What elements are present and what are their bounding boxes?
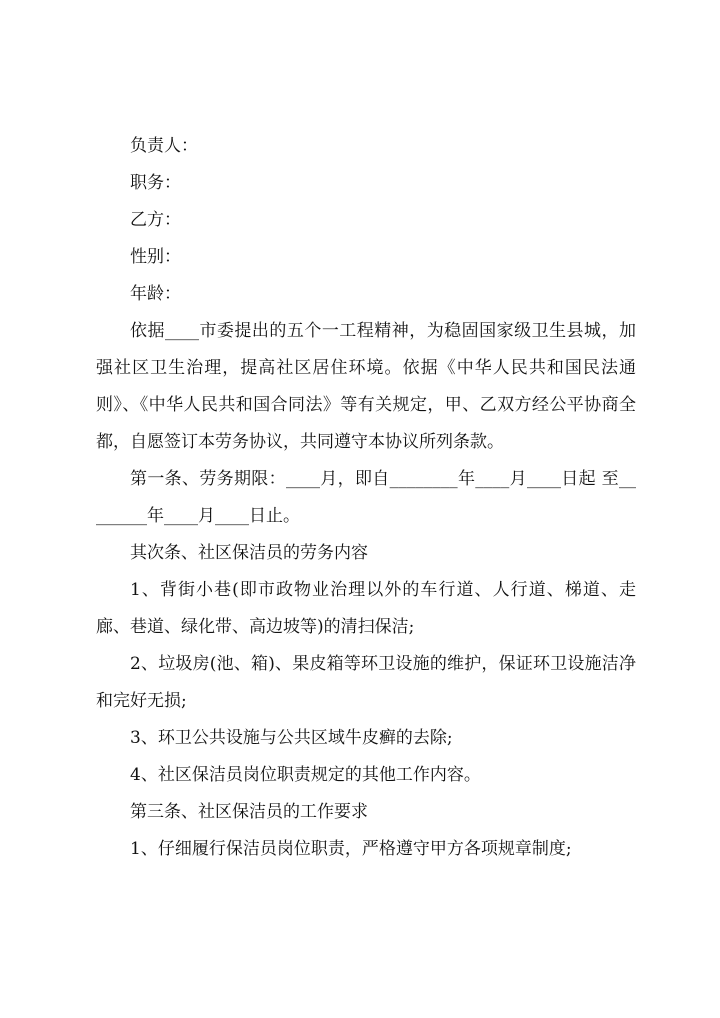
article-3-item-1: 1、仔细履行保洁员岗位职责，严格遵守甲方各项规章制度; [130,839,572,859]
document-body [96,128,636,868]
article-3-heading: 第三条、社区保洁员的工作要求 [130,802,368,822]
article-1-term: 第一条、劳务期限：____月，即自________年____月____日起 至________年____月____日止。 [96,469,636,526]
article-2-heading: 其次条、社区保洁员的劳务内容 [130,543,368,563]
field-party-b: 乙方： [130,210,181,230]
article-2-item-4: 4、社区保洁员岗位职责规定的其他工作内容。 [130,765,481,785]
field-responsible-person: 负责人： [130,136,198,156]
field-age: 年龄： [130,284,181,304]
field-position: 职务： [130,173,181,193]
preamble-paragraph: 依据____市委提出的五个一工程精神，为稳固国家级卫生县城，加强社区卫生治理，提高社区居住环境。依据《中华人民共和国民法通则》、《中华人民共和国合同法》等有关规定，甲、乙双方经公平协商全都，自愿签订本劳务协议，共同遵守本协议所列条款。 [96,321,636,452]
article-2-item-1: 1、背街小巷(即市政物业治理以外的车行道、人行道、梯道、走廊、巷道、绿化带、高边坡等)的清扫保洁; [96,580,636,637]
article-2-item-2: 2、垃圾房(池、箱)、果皮箱等环卫设施的维护，保证环卫设施洁净和完好无损; [96,654,636,711]
field-gender: 性别： [130,247,181,267]
article-2-item-3: 3、环卫公共设施与公共区域牛皮癣的去除; [130,728,453,748]
